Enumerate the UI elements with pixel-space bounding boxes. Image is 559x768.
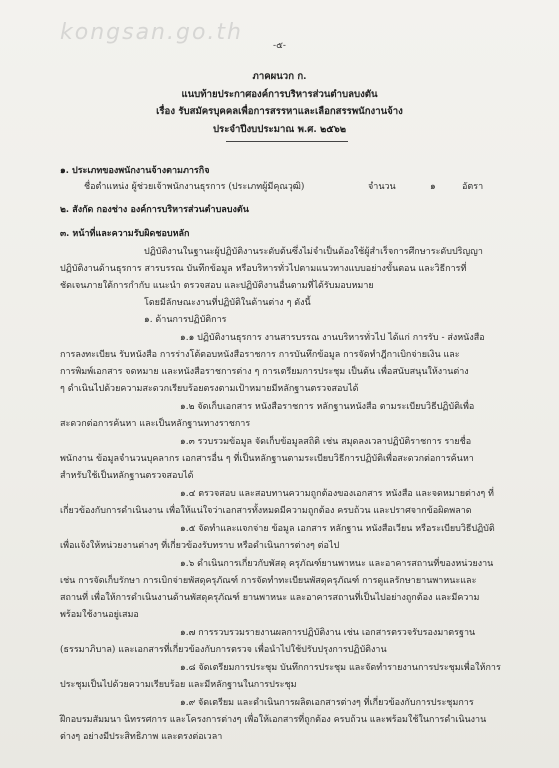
body-line: ๑.๖ ดำเนินการเกี่ยวกับพัสดุ ครุภัณฑ์ยานพาหนะ และอาคารสถานที่ของหน่วยงาน [180,559,494,569]
body-line: ๆ ดำเนินไปด้วยความสะดวกเรียบร้อยตรงตามเป้าหมายมีหลักฐานตรวจสอบได้ [60,384,359,394]
body-line: ๑.๙ จัดเตรียม และดำเนินการผลิตเอกสารต่างๆ ที่เกี่ยวข้องกับการประชุมการ [180,698,474,708]
body-line: ๑.๒ จัดเก็บเอกสาร หนังสือราชการ หลักฐานหนังสือ ตามระเบียบวิธีปฏิบัติเพื่อ [180,402,475,412]
section-2-heading: ๒. สังกัด กองช่าง องค์การบริหารส่วนตำบลบงตัน [60,205,249,215]
announcement-subtitle: แนบท้ายประกาศองค์การบริหารส่วนตำบลบงตัน [181,88,378,100]
body-line: เพื่อแจ้งให้หน่วยงานต่างๆ ที่เกี่ยวข้องรับทราบ หรือดำเนินการต่างๆ ต่อไป [60,541,340,551]
page-number: -๕- [273,41,286,51]
body-line: ๑.๕ จัดทำและแจกจ่าย ข้อมูล เอกสาร หลักฐาน หนังสือเวียน หรือระเบียบวิธีปฏิบัติ [180,524,495,534]
body-line: การพิมพ์เอกสาร จดหมาย และหนังสือราชการต่าง ๆ การเตรียมการประชุม เป็นต้น เพื่อสนับสนุนให้งานต่าง [60,367,469,377]
body-line: ปฏิบัติงานในฐานะผู้ปฏิบัติงานระดับต้นซึ่งไม่จำเป็นต้องใช้ผู้สำเร็จการศึกษาระดับปริญญา [144,247,483,257]
body-line: ๑.๓ รวบรวมข้อมูล จัดเก็บข้อมูลสถิติ เช่น สมุดลงเวลาปฏิบัติราชการ รายชื่อ [180,437,472,447]
body-line: ๑.๗ การรวบรวมรายงานผลการปฏิบัติงาน เช่น เอกสารตรวจรับรองมาตรฐาน [180,628,476,638]
header-underline [226,141,348,142]
body-line: ๑.๑ ปฏิบัติงานธุรการ งานสารบรรณ งานบริหารทั่วไป ได้แก่ การรับ - ส่งหนังสือ [180,333,485,343]
body-line: ๑.๘ จัดเตรียมการประชุม บันทึกการประชุม และจัดทำรายงานการประชุมเพื่อให้การ [180,663,501,673]
annex-title: ภาคผนวก ก. [252,71,307,82]
fiscal-year: ประจำปีงบประมาณ พ.ศ. ๒๕๖๒ [212,123,347,135]
section-1-heading: ๑. ประเภทของพนักงานจ้างตามภารกิจ [60,166,210,176]
body-line: ประชุมเป็นไปด้วยความเรียบร้อย และมีหลักฐานในการประชุม [60,680,297,690]
body-line: ชัดเจนภายใต้การกำกับ แนะนำ ตรวจสอบ และปฏิบัติงานอื่นตามที่ได้รับมอบหมาย [60,281,374,291]
amount-unit: อัตรา [462,182,484,192]
body-line: พร้อมใช้งานอยู่เสมอ [60,610,139,620]
body-line: เกี่ยวข้องกับการดำเนินงาน เพื่อให้แน่ใจว่าเอกสารทั้งหมดมีความถูกต้อง ครบถ้วน และปราศจากข้อผิดพลาด [60,506,472,516]
amount-label: จำนวน [368,182,396,192]
amount-value: ๑ [430,182,436,192]
document-header [0,68,559,138]
body-line: สำหรับใช้เป็นหลักฐานตรวจสอบได้ [60,471,194,481]
position-name: ชื่อตำแหน่ง ผู้ช่วยเจ้าพนักงานธุรการ (ประเภทผู้มีคุณวุฒิ) [84,182,305,192]
body-line: ฝึกอบรมสัมมนา นิทรรศการ และโครงการต่างๆ เพื่อให้เอกสารที่ถูกต้อง ครบถ้วน และพร้อมใช้ในการดำเนินงาน [60,715,487,725]
body-line: สะดวกต่อการค้นหา และเป็นหลักฐานทางราชการ [60,419,251,429]
body-line: พนักงาน ข้อมูลจำนวนบุคลากร เอกสารอื่น ๆ ที่เป็นหลักฐานตามระเบียบวิธีการปฏิบัติเพื่อสะดวกต่อการค้นหา [60,454,474,464]
section-3-heading: ๓. หน้าที่และความรับผิดชอบหลัก [60,229,190,239]
body-line: ต่างๆ อย่างมีประสิทธิภาพ และตรงต่อเวลา [60,732,223,742]
announcement-subject: เรื่อง รับสมัครบุคคลเพื่อการสรรหาและเลือกสรรพนักงานจ้าง [156,106,403,117]
body-line: การลงทะเบียน รับหนังสือ การร่างโต้ตอบหนังสือราชการ การบันทึกข้อมูล การจัดทำฎีกาเบิกจ่ายเงิน และ [60,350,460,360]
watermark: kongsan.go.th [60,20,243,45]
body-line: (ธรรมาภิบาล) และเอกสารที่เกี่ยวข้องกับการตรวจ เพื่อนำไปใช้ปรับปรุงการปฏิบัติงาน [60,645,387,655]
body-line: ๑.๔ ตรวจสอบ และสอบทานความถูกต้องของเอกสาร หนังสือ และจดหมายต่างๆ ที่ [180,489,494,499]
body-line: ๑. ด้านการปฏิบัติการ [144,315,227,325]
body-line: ปฏิบัติงานด้านธุรการ สารบรรณ บันทึกข้อมูล หรือบริหารทั่วไปตามแนวทางแบบอย่างขั้นตอน และวิธีการที่ [60,264,467,274]
body-line: โดยมีลักษณะงานที่ปฏิบัติในด้านต่าง ๆ ดังนี้ [144,298,311,308]
body-line: สถานที่ เพื่อให้การดำเนินงานด้านพัสดุครุภัณฑ์ ยานพาหนะ และอาคารสถานที่เป็นไปอย่างถูกต้อง และมีความ [60,593,480,603]
body-line: เช่น การจัดเก็บรักษา การเบิกจ่ายพัสดุครุภัณฑ์ การจัดทำทะเบียนพัสดุครุภัณฑ์ การดูแลรักษายานพาหนะและ [60,576,477,586]
